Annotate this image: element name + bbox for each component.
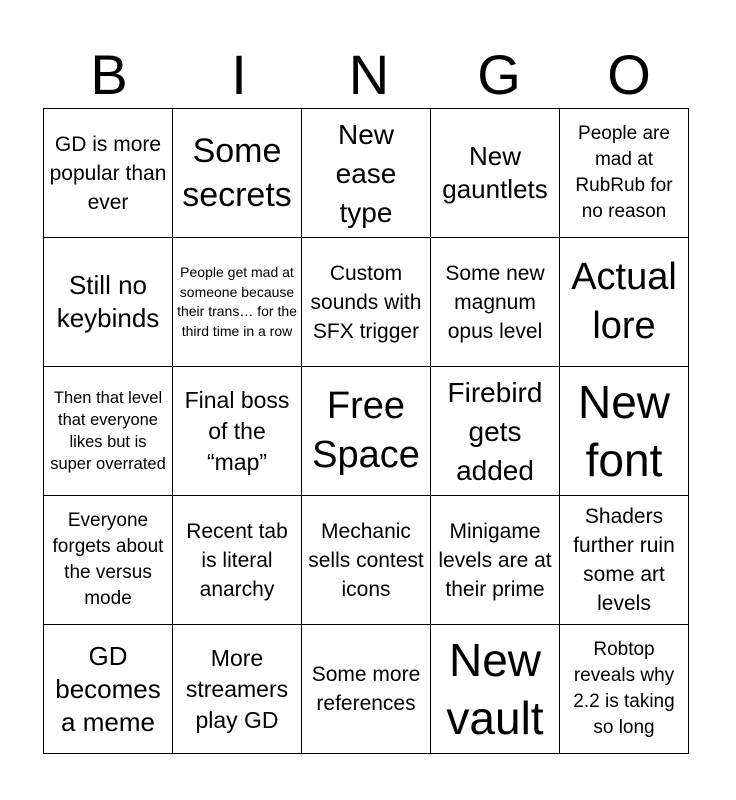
header-letter-b: B <box>90 43 128 106</box>
bingo-cell-9[interactable] <box>431 238 560 367</box>
bingo-cell-25[interactable] <box>560 625 689 754</box>
cell-text: Shaders further ruin some art levels <box>573 505 675 615</box>
bingo-cell-20[interactable] <box>560 496 689 625</box>
cell-text: People get mad at someone because their trans… for the third time in a row <box>177 264 297 339</box>
bingo-cell-15[interactable] <box>560 367 689 496</box>
bingo-cell-23[interactable] <box>302 625 431 754</box>
bingo-cell-22[interactable] <box>173 625 302 754</box>
bingo-cell-5[interactable] <box>560 109 689 238</box>
bingo-cell-14[interactable] <box>431 367 560 496</box>
header-letter-i: I <box>231 43 247 106</box>
cell-text: Some secrets <box>182 132 292 214</box>
cell-text: Mechanic sells contest icons <box>308 519 424 601</box>
bingo-cell-17[interactable] <box>173 496 302 625</box>
bingo-cell-16[interactable] <box>44 496 173 625</box>
header-letter-o: O <box>607 43 651 106</box>
bingo-cell-11[interactable] <box>44 367 173 496</box>
bingo-cell-4[interactable] <box>431 109 560 238</box>
bingo-cell-7[interactable] <box>173 238 302 367</box>
bingo-cell-6[interactable] <box>44 238 173 367</box>
cell-text: New vault <box>446 634 544 744</box>
bingo-cell-2[interactable] <box>173 109 302 238</box>
cell-text: New font <box>577 376 671 486</box>
cell-text: Everyone forgets about the versus mode <box>52 510 164 609</box>
cell-text: Free Space <box>312 385 420 476</box>
cell-text: Some new magnum opus level <box>445 261 545 343</box>
header-letter-n: N <box>348 43 390 106</box>
cell-text: Firebird gets added <box>447 376 543 486</box>
header-letter-g: G <box>477 43 521 106</box>
cell-text: New gauntlets <box>442 141 548 204</box>
bingo-grid <box>43 108 689 754</box>
cell-text: Custom sounds with SFX trigger <box>310 261 422 343</box>
cell-text: Actual lore <box>571 256 677 347</box>
bingo-cell-24[interactable] <box>431 625 560 754</box>
bingo-cell-3[interactable] <box>302 109 431 238</box>
bingo-cell-12[interactable] <box>173 367 302 496</box>
cell-text: Final boss of the “map” <box>184 386 290 475</box>
bingo-cell-1[interactable] <box>44 109 173 238</box>
cell-text: Minigame levels are at their prime <box>438 519 552 601</box>
cell-text: More streamers play GD <box>185 644 289 733</box>
bingo-cell-8[interactable] <box>302 238 431 367</box>
bingo-cell-19[interactable] <box>431 496 560 625</box>
bingo-cell-10[interactable] <box>560 238 689 367</box>
cell-text: People are mad at RubRub for no reason <box>575 123 673 222</box>
cell-text: Recent tab is literal anarchy <box>186 519 288 601</box>
cell-text: Some more references <box>311 663 421 715</box>
bingo-cell-21[interactable] <box>44 625 173 754</box>
cell-text: Then that level that everyone likes but is super overrated <box>50 389 166 473</box>
cell-text: New ease type <box>335 118 397 228</box>
cell-text: GD becomes a meme <box>55 640 161 737</box>
cell-text: GD is more popular than ever <box>49 132 167 214</box>
cell-text: Robtop reveals why 2.2 is taking so long <box>573 639 675 738</box>
bingo-cell-18[interactable] <box>302 496 431 625</box>
bingo-header <box>44 44 694 106</box>
bingo-cell-free-space[interactable] <box>302 367 431 496</box>
cell-text: Still no keybinds <box>56 270 160 333</box>
